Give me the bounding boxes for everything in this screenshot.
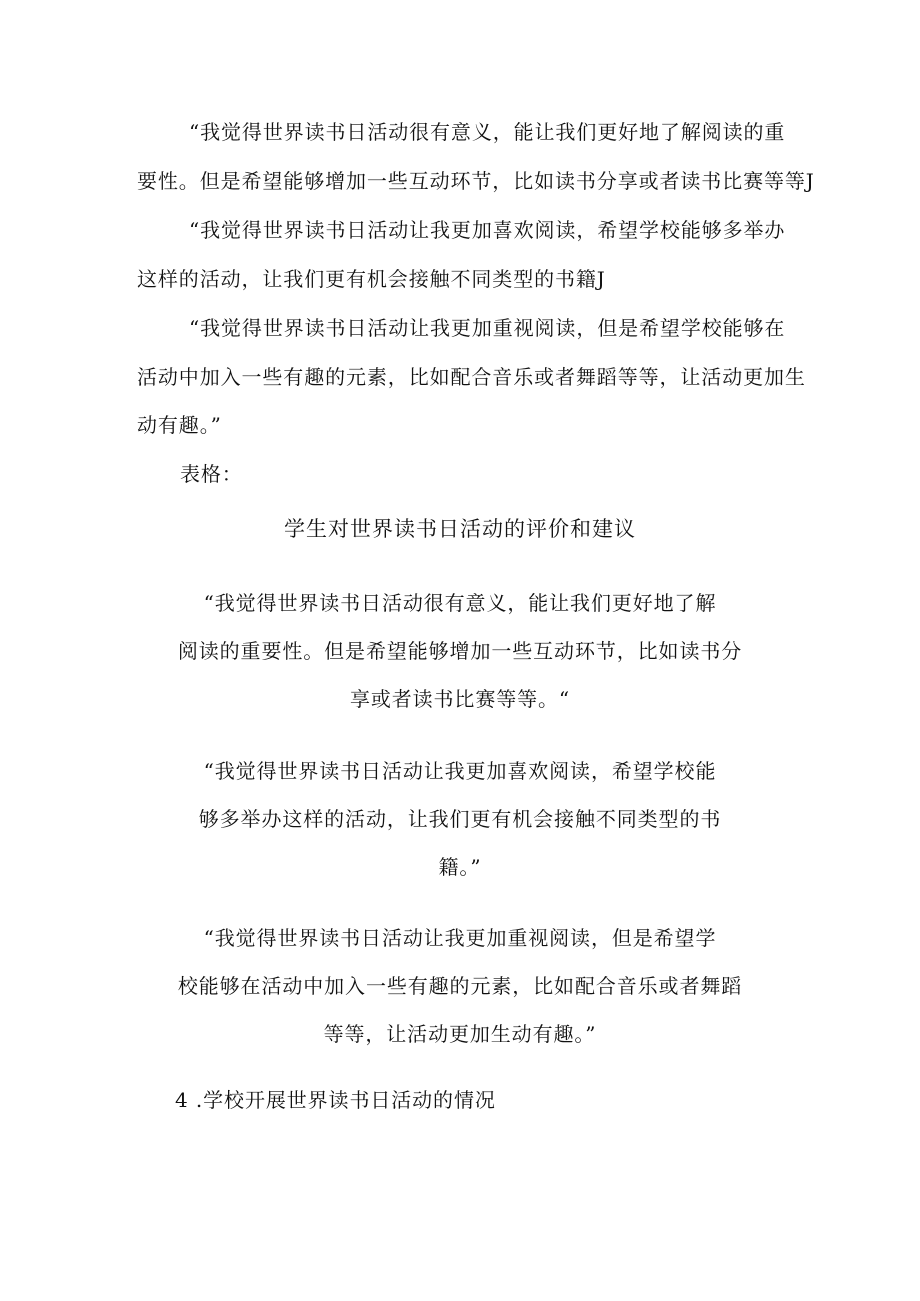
- table-row-2-line-1: “我觉得世界读书日活动让我更加喜欢阅读，希望学校能: [203, 759, 717, 783]
- table-row-1-line-1: “我觉得世界读书日活动很有意义，能让我们更好地了解: [203, 591, 717, 615]
- table-row-1-line-3: 享或者读书比赛等等。“: [349, 687, 571, 711]
- quote-1-line-2: 要性。但是希望能够增加一些互动环节，比如读书分享或者读书比赛等等J: [137, 169, 815, 193]
- table-caption: 学生对世界读书日活动的评价和建议: [284, 517, 636, 541]
- table-row-2-line-3: 籍。”: [438, 855, 482, 879]
- quote-3-line-1: “我觉得世界读书日活动让我更加重视阅读，但是希望学校能够在: [189, 316, 786, 340]
- table-row-3-line-2: 校能够在活动中加入一些有趣的元素，比如配合音乐或者舞蹈: [177, 974, 743, 998]
- quote-3-line-2: 活动中加入一些有趣的元素，比如配合音乐或者舞蹈等等，让活动更加生: [137, 365, 806, 389]
- table-row-1-line-2: 阅读的重要性。但是希望能够增加一些互动环节，比如读书分: [177, 639, 743, 663]
- quote-2-line-2: 这样的活动，让我们更有机会接触不同类型的书籍J: [137, 267, 606, 291]
- table-row-2-line-2: 够多举办这样的活动，让我们更有机会接触不同类型的书: [198, 807, 722, 831]
- quote-3-line-3: 动有趣。”: [137, 413, 222, 437]
- quote-2-line-1: “我觉得世界读书日活动让我更加喜欢阅读，希望学校能够多举办: [189, 218, 786, 242]
- quote-1-line-1: “我觉得世界读书日活动很有意义，能让我们更好地了解阅读的重: [189, 120, 786, 144]
- table-label: 表格：: [180, 462, 243, 486]
- table-row-3-line-1: “我觉得世界读书日活动让我更加重视阅读，但是希望学: [203, 926, 717, 950]
- section-heading: 4 .学校开展世界读书日活动的情况: [175, 1088, 496, 1112]
- table-row-3-line-3: 等等，让活动更加生动有趣。”: [323, 1022, 597, 1046]
